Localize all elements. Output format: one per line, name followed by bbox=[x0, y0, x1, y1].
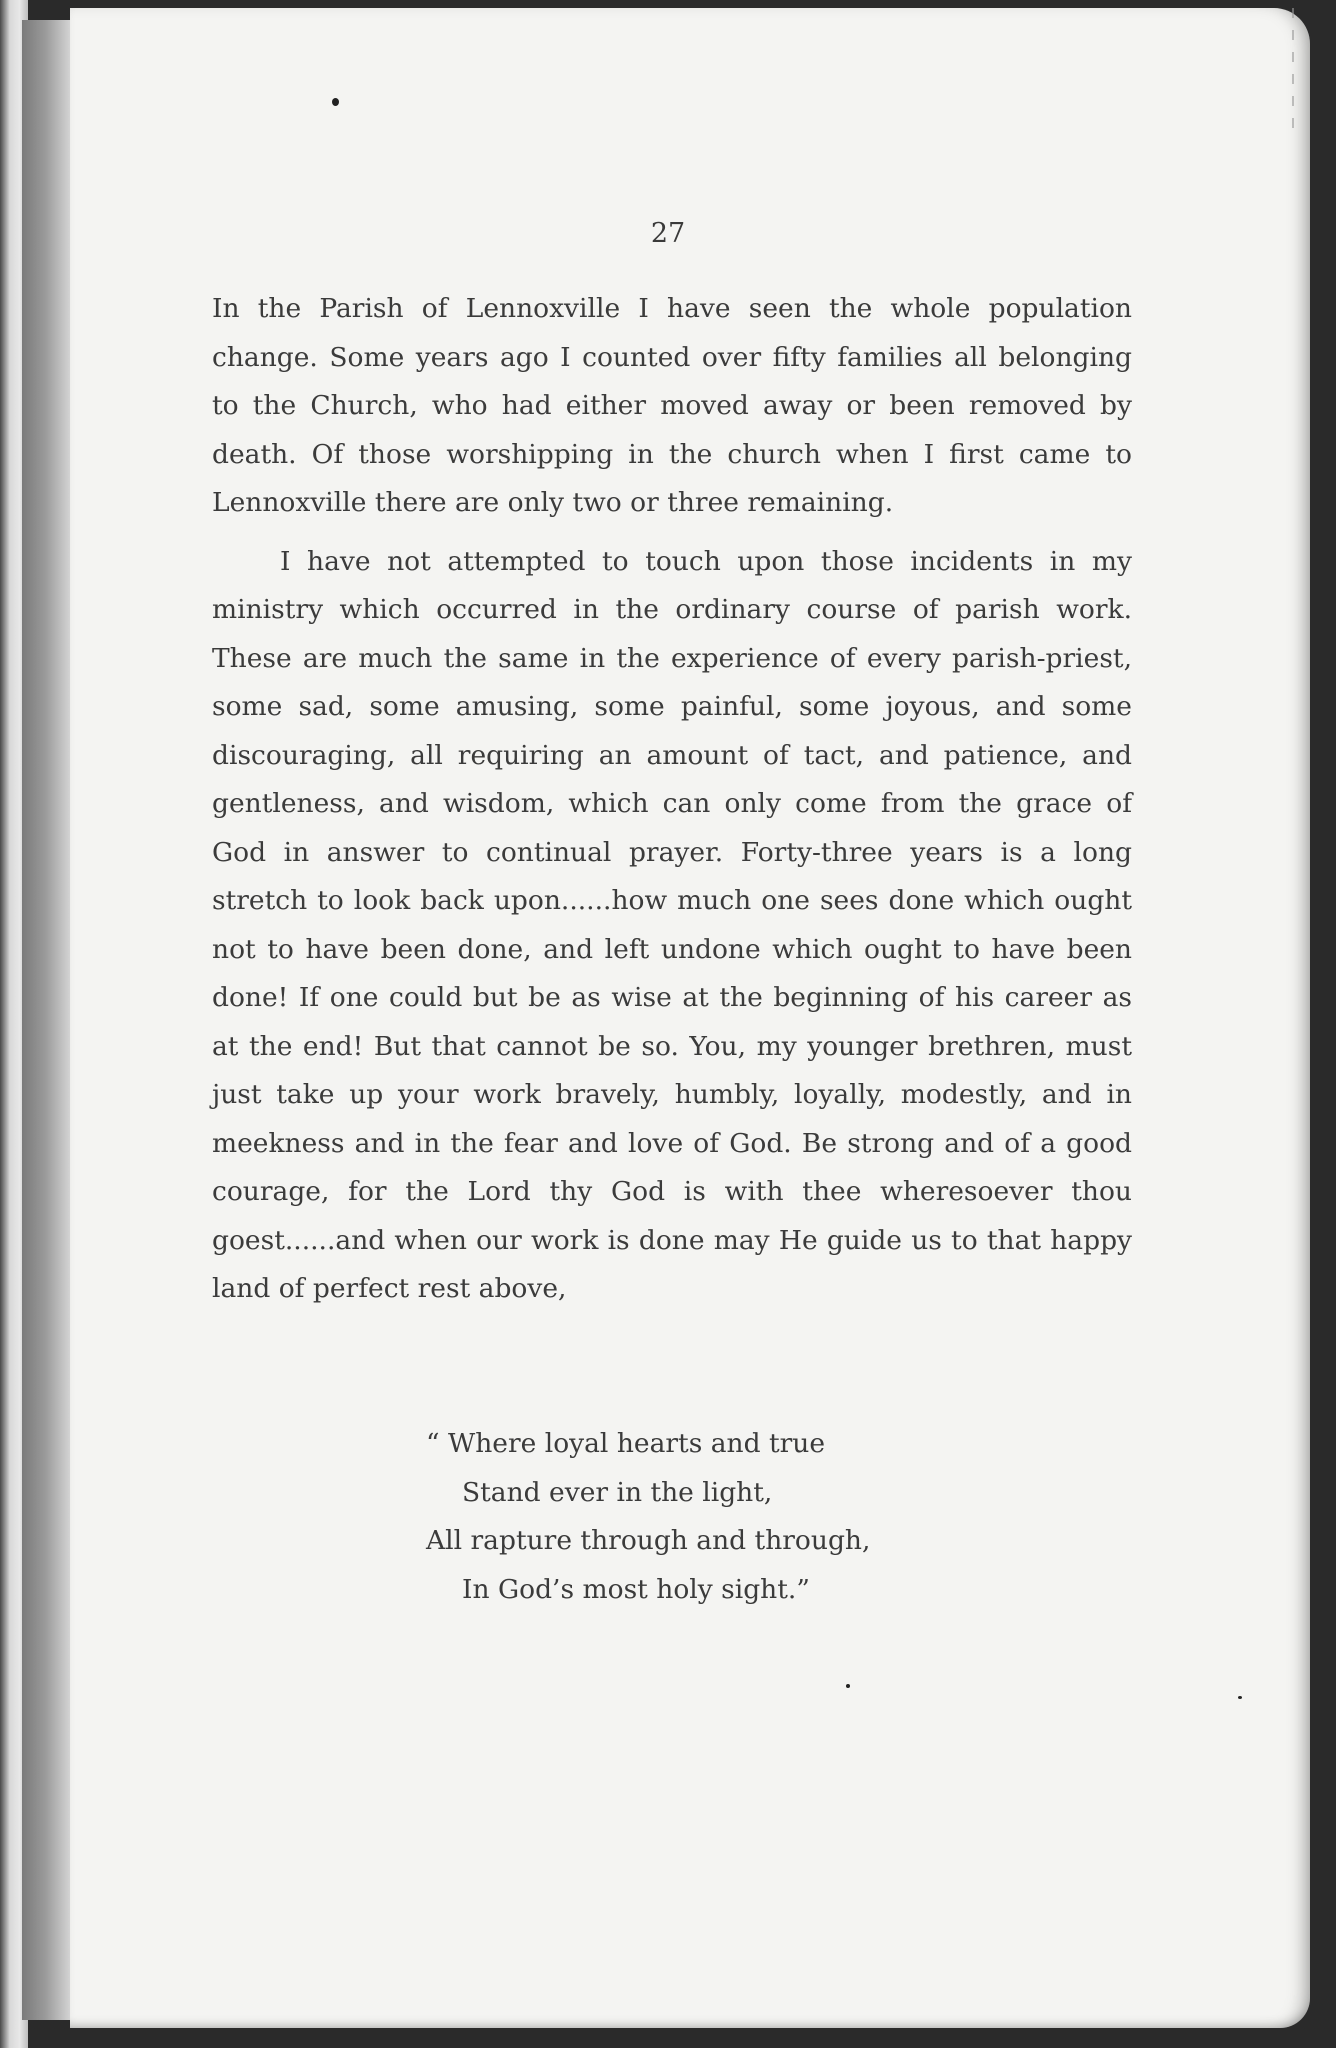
page-number: 27 bbox=[650, 218, 686, 249]
book-page bbox=[70, 8, 1310, 2028]
ink-speck bbox=[1238, 1696, 1242, 1699]
paragraph: In the Parish of Lennoxville I have seen the whole population change. Some years ago I counted over fifty families all belonging to the Church, who had either moved away or been removed by death. Of those worshipping in the church when I first came to Lennoxville there are only two or three remaining. bbox=[212, 293, 1132, 518]
poem-line: Stand ever in the light, bbox=[462, 1476, 773, 1508]
body-text bbox=[212, 285, 1132, 1314]
page-edge-marks bbox=[1292, 8, 1294, 128]
ink-speck bbox=[846, 1684, 850, 1688]
poem-line: “ Where loyal hearts and true bbox=[426, 1428, 826, 1459]
poem-line: In God’s most holy sight.” bbox=[462, 1573, 810, 1605]
paragraph: I have not attempted to touch upon those incidents in my ministry which occurred in the ordinary course of parish work. These are much the same in the experience of every parish-priest, some sad, some amusing, some painful, some joyous, and some discouraging, all requiring an amount of tact, and patience, and gentleness, and wisdom, which can only come from the grace of God in answer to continual prayer. Forty-three years is a long stretch to look back upon......how much one sees done which ought not to have been done, and left undone which ought to have been done! If one could but be as wise at the beginning of his career as at the end! But that cannot be so. You, my younger brethren, must just take up your work bravely, humbly, loyally, modestly, and in meekness and in the fear and love of God. Be strong and of a good courage, for the Lord thy God is with thee wheresoever thou goest......and when our work is done may He guide us to that happy land of perfect rest above, bbox=[212, 545, 1132, 1304]
poem-quotation bbox=[426, 1420, 870, 1614]
poem-line: All rapture through and through, bbox=[426, 1525, 871, 1556]
ink-speck bbox=[332, 98, 339, 106]
